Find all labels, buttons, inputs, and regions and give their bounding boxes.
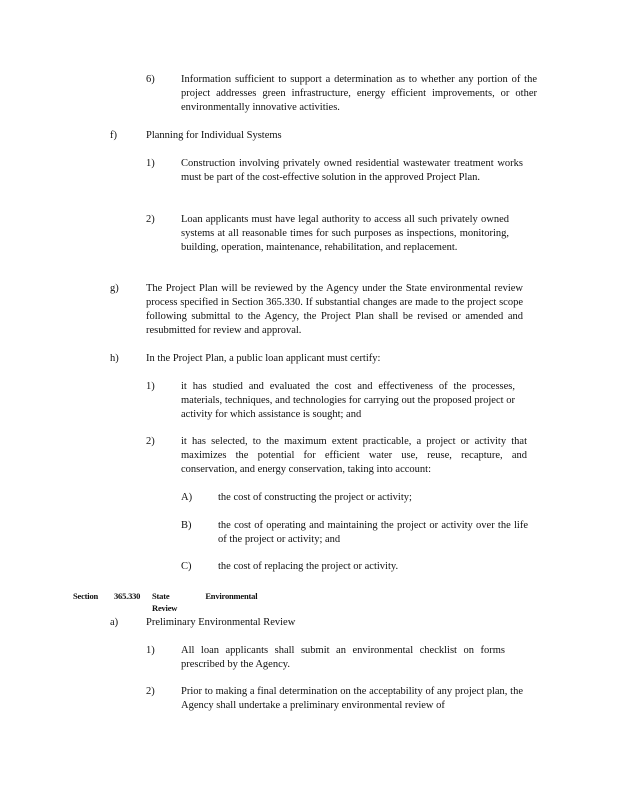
- item-f2-label: 2): [146, 214, 155, 225]
- item-f1-text: Construction involving privately owned residential wastewater treatment works must be part of the cost-effective solution in the approved Project Plan.: [181, 158, 523, 183]
- item-h1-label: 1): [146, 381, 155, 392]
- item-f-label: f): [110, 130, 117, 141]
- item-a2-text: Prior to making a final determination on the acceptability of any project plan, the Agency shall undertake a preliminary environmental review of: [181, 686, 523, 711]
- item-h-label: h): [110, 353, 119, 364]
- item-a-label: a): [110, 617, 119, 628]
- item-a2-label: 2): [146, 686, 155, 697]
- item-hB-text: the cost of operating and maintaining the project or activity over the life of the project or activity; and: [218, 520, 528, 545]
- item-hC-label: C): [181, 561, 192, 572]
- item-a-heading: Preliminary Environmental Review: [146, 617, 296, 628]
- section-number: 365.330: [114, 591, 141, 601]
- item-a1-label: 1): [146, 645, 155, 656]
- section-word: Section: [73, 591, 99, 601]
- section-title: State Environmental Review: [152, 591, 258, 613]
- item-g-text: The Project Plan will be reviewed by the Agency under the State environmental review process specified in Section 365.330. If substantial changes are made to the project scope following submittal to the Agency, the Project Plan shall be revised or amended and resubmitted for review and approval.: [146, 283, 523, 336]
- item-hA-text: the cost of constructing the project or activity;: [218, 492, 412, 503]
- item-6-text: Information sufficient to support a determination as to whether any portion of the project addresses green infrastructure, energy efficient improvements, or other environmentally innovative activities.: [181, 74, 537, 113]
- item-f-heading: Planning for Individual Systems: [146, 130, 282, 141]
- item-a1-text: All loan applicants shall submit an environmental checklist on forms prescribed by the Agency.: [181, 645, 505, 670]
- item-h2-text: it has selected, to the maximum extent practicable, a project or activity that maximizes the potential for efficient water use, reuse, recapture, and conservation, and energy conservation, taking into account:: [181, 436, 527, 475]
- item-hC-text: the cost of replacing the project or activity.: [218, 561, 399, 572]
- item-h2-label: 2): [146, 436, 155, 447]
- item-h-heading: In the Project Plan, a public loan applicant must certify:: [146, 353, 381, 364]
- item-f1-label: 1): [146, 158, 155, 169]
- item-6-label: 6): [146, 74, 155, 85]
- item-g-label: g): [110, 283, 119, 294]
- item-h1-text: it has studied and evaluated the cost and effectiveness of the processes, materials, techniques, and technologies for carrying out the proposed project or activity for which assistance is sought; and: [181, 381, 515, 420]
- item-f2-text: Loan applicants must have legal authority to access all such privately owned systems at all reasonable times for such purposes as inspections, monitoring, building, operation, maintenance, rehabilitation, and replacement.: [181, 214, 509, 253]
- item-hB-label: B): [181, 520, 192, 531]
- item-hA-label: A): [181, 492, 193, 503]
